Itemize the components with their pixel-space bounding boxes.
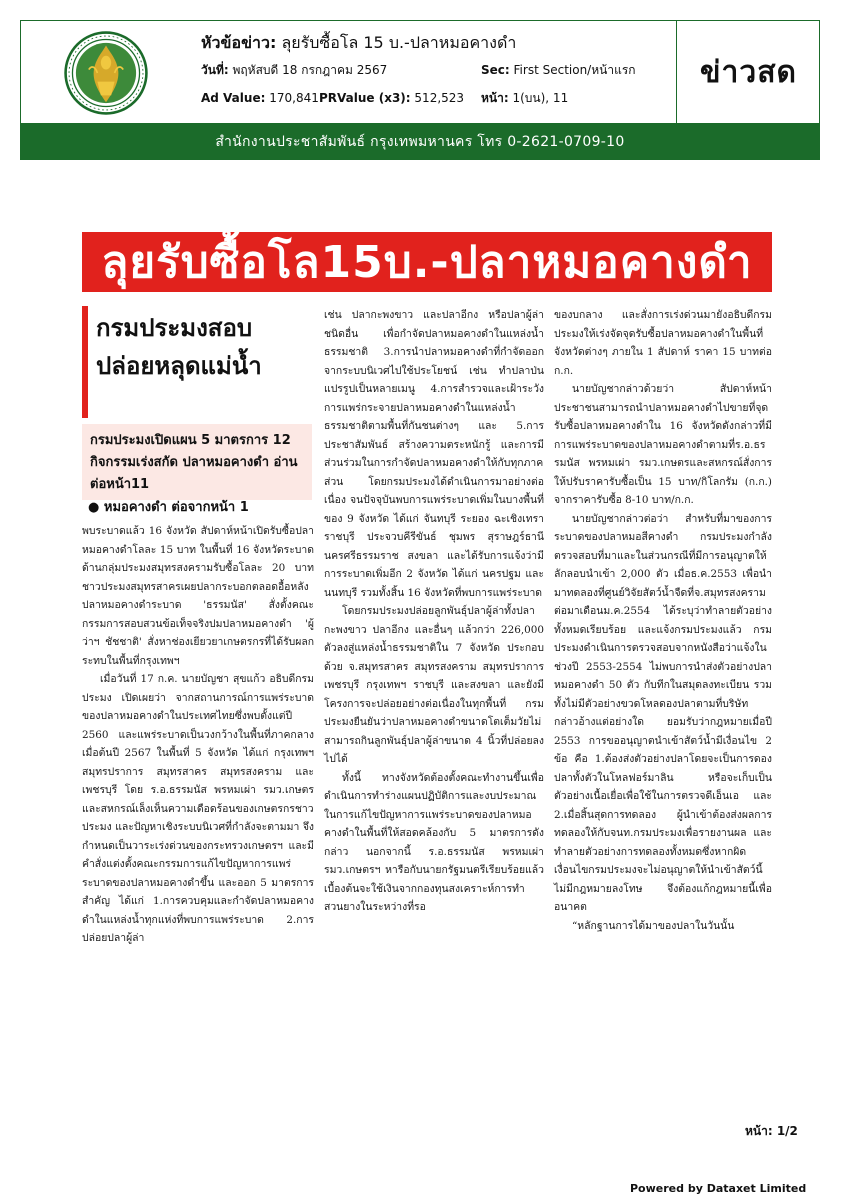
powered-by: Powered by Dataxet Limited xyxy=(630,1182,807,1195)
pr-value-label: PRValue (x3): xyxy=(319,91,411,105)
title-label: หัวข้อข่าว: xyxy=(201,33,277,52)
date-value: พฤหัสบดี 18 กรกฎาคม 2567 xyxy=(232,63,388,77)
paragraph: ของบกลาง และสั่งการเร่งด่วนมายังอธิบดีกรมประมงให้เร่งจัดจุดรับซื้อปลาหมอคางดำในพื้นที่จังหวัดต่างๆ ภายใน 1 สัปดาห์ ราคา 15 บาทต่อก.ก. xyxy=(554,309,772,377)
paragraph: นายบัญชากล่าวด้วยว่า สัปดาห์หน้าประชาชนสามารถนำปลาหมอคางดำไปขายที่จุดรับซื้อปลาหมอคางดำใน 16 จังหวัดดังกล่าวที่มีการแพร่ระบาดของปลาหมอคางดำตามที่ร.อ.ธรรมนัส พรหมเผ่า รมว.เกษตรและสหกรณ์สั่งการให้ปรับราคารับซื้อเป็น 15 บาท/กิโลกรัม (ก.ก.) จากราคารับซื้อ 8-10 บาท/ก.ก. xyxy=(554,383,772,506)
date-label: วันที่: xyxy=(201,63,229,77)
value-row xyxy=(201,91,671,106)
ad-value: 170,841 xyxy=(269,91,319,105)
paragraph: ทั้งนี้ ทางจังหวัดต้องตั้งคณะทำงานขึ้นเพื่อดำเนินการทำร่างแผนปฏิบัติการและงบประมาณในการแก้ไขปัญหาการแพร่ระบาดของปลาหมอคางดำในพื้นที่ให้สอดคล้องกับ 5 มาตรการดังกล่าว นอกจากนี้ ร.อ.ธรรมนัส พรหมเผ่า รมว.เกษตรฯ หารือกับนายกรัฐมนตรีเรียบร้อยแล้ว เบื้องต้นจะใช้เงินจากกองทุนสงเคราะห์การทำสวนยางในระหว่างที่รอ xyxy=(324,771,544,913)
ad-value-cell xyxy=(201,91,319,106)
paragraph: เช่น ปลากะพงขาว และปลาอีกง หรือปลาผู้ล่าชนิดอื่น เพื่อกำจัดปลาหมอคางดำในแหล่งน้ำธรรมชาติ 3.การนำปลาหมอคางดำที่กำจัดออกจากระบบนิเวศไปใช้ประโยชน์ เช่น ทำปลาป่น แปรรูปเป็นหลายเมนู 4.การสำรวจและเฝ้าระวังการแพร่กระจายปลาหมอคางดำในแหล่งน้ำธรรมชาติตามพื้นที่กันชนต่างๆ และ 5.การประชาสัมพันธ์ สร้างความตระหนักรู้ และการมีส่วนร่วมในการกำจัดปลาหมอคางดำให้กับทุกภาคส่วน โดยกรมประมงได้ดำเนินการมาอย่างต่อเนื่อง จนปัจจุบันพบการแพร่ระบาดเพิ่มในบางพื้นที่ของ 9 จังหวัด ได้แก่ จันทบุรี ระยอง ฉะเชิงเทรา ราชบุรี ประจวบคีรีขันธ์ ชุมพร สุราษฎร์ธานี นครศรีธรรมราช สงขลา และได้รับการแจ้งว่ามีการระบาดเพิ่มอีก 2 จังหวัด ได้แก่ นครปฐม และนนทบุรี รวมทั้งสิ้น 16 จังหวัดที่พบการแพร่ระบาด xyxy=(324,309,544,599)
pr-value-cell xyxy=(319,91,481,106)
article-column-1 xyxy=(82,522,314,944)
title-value: ลุยรับซื้อโล 15 บ.-ปลาหมอคางดำ xyxy=(281,33,517,52)
headline: ลุยรับซื้อโล15บ.-ปลาหมอคางดำ xyxy=(82,232,772,292)
article-column-2 xyxy=(324,306,544,913)
bangkok-seal-icon xyxy=(41,25,171,121)
page-indicator: หน้า: 1/2 xyxy=(745,1124,798,1138)
paragraph: เมื่อวันที่ 17 ก.ค. นายบัญชา สุขแก้ว อธิบดีกรมประมง เปิดเผยว่า จากสถานการณ์การแพร่ระบาดของปลาหมอคางดำในประเทศไทยซึ่งพบตั้งแต่ปี 2560 และแพร่ระบาดเป็นวงกว้างในพื้นที่ภาคกลาง เมื่อต้นปี 2567 ในพื้นที่ 5 จังหวัด ได้แก่ กรุงเทพฯ สมุทรปราการ สมุทรสาคร สมุทรสงคราม และเพชรบุรี โดย ร.อ.ธรรมนัส พรหมเผ่า รมว.เกษตรและสหกรณ์เล็งเห็นความเดือดร้อนของเกษตรกรชาวประมง และปัญหาเชิงระบบนิเวศที่กำลังจะตามมา จึงกำหนดเป็นวาระเร่งด่วนของกระทรวงเกษตรฯ และมีคำสั่งแต่งตั้งคณะกรรมการแก้ไขปัญหาการแพร่ระบาดของปลาหมอคางดำขึ้น และออก 5 มาตรการสำคัญ ได้แก่ 1.การควบคุมและกำจัดปลาหมอคางดำในแหล่งน้ำทุกแห่งที่พบการแพร่ระบาด 2.การปล่อยปลาผู้ล่า xyxy=(82,673,314,944)
ad-value-label: Ad Value: xyxy=(201,91,266,105)
paragraph: โดยกรมประมงปล่อยลูกพันธุ์ปลาผู้ล่าทั้งปลากะพงขาว ปลาอีกง และอื่นๆ แล้วกว่า 226,000 ตัวลงสู่แหล่งน้ำธรรมชาติใน 7 จังหวัด ประกอบด้วย จ.สมุทรสาคร สมุทรสงคราม สมุทรปราการ เพชรบุรี กรุงเทพฯ ราชบุรี และสงขลา และยังมีโครงการจะปล่อยอย่างต่อเนื่องในทุกพื้นที่ กรมประมงยืนยันว่าปลาหมอคางดำขนาดโตเต็มวัยไม่สามารถกินลูกพันธุ์ปลาผู้ล่าขนาด 4 นิ้วที่ปล่อยลงไปได้ xyxy=(324,605,544,765)
news-title-line xyxy=(201,33,671,53)
subheadline-line-1: กรมประมงสอบ xyxy=(96,314,253,342)
date-sec-row xyxy=(201,63,671,78)
date-cell xyxy=(201,63,481,78)
news-clipping xyxy=(82,232,772,944)
clipping-header xyxy=(20,20,820,124)
publication-badge: ข่าวสด xyxy=(700,54,797,90)
summary-box: กรมประมงเปิดแผน 5 มาตรการ 12 กิจกรรมเร่งสกัด ปลาหมอคางดำ อ่านต่อหน้า11 xyxy=(82,424,312,500)
sec-value: First Section/หน้าแรก xyxy=(513,63,636,77)
pr-value: 512,523 xyxy=(414,91,465,105)
paragraph: พบระบาดแล้ว 16 จังหวัด สัปดาห์หน้าเปิดรับซื้อปลาหมอคางดำโลละ 15 บาท ในพื้นที่ 16 จังหวัดระบาด ด้านกลุ่มประมงสมุทรสงครามรับซื้อโลละ 20 บาท ชาวประมงสมุทรสาครเผยปลากระบอกตลอดอื้อหลังปลาหมอคางดำระบาด 'ธรรมนัส' สั่งตั้งคณะกรรมการสอบสวนข้อเท็จจริงปมปลาหมอคางดำ 'ผู้ว่าฯ ชัชชาติ' สั่งหาช่องเยียวยาเกษตรกรที่ได้รับผลกระทบในพื้นที่กรุงเทพฯ xyxy=(82,525,314,667)
page-cell xyxy=(481,91,568,106)
article-column-3 xyxy=(554,306,772,932)
seal-graphic xyxy=(63,30,149,116)
paragraph: “หลักฐานการได้มาของปลาในวันนั้น xyxy=(572,919,735,932)
subheadline-line-2: ปล่อยหลุดแม่น้ำ xyxy=(96,352,262,380)
paragraph: นายบัญชากล่าวต่อว่า สำหรับที่มาของการระบาดของปลาหมอสีคางดำ กรมประมงกำลังตรวจสอบที่มาและในส่วนกรณีที่มีการอนุญาตให้ลักลอบนำเข้า 2,000 ตัว เมื่อธ.ค.2553 เพื่อนำมาทดลองที่ศูนย์วิจัยสัตว์น้ำจืดที่จ.สมุทรสงคราม ต่อมาเดือนม.ค.2554 ได้ระบุว่าทำลายตัวอย่างทั้งหมดเรียบร้อย และแจ้งกรมประมงแล้ว กรมประมงดำเนินการตรวจสอบจากหนังสือว่าแจ้งในช่วงปี 2553-2554 ไม่พบการนำส่งตัวอย่างปลาหมอคางดำ 50 ตัว กับทีกในสมุดลงทะเบียน รวมทั้งไม่มีตัวอย่างขวดโหลดองปลาตามที่บริษัทกล่าวอ้างแต่อย่างใด ยอมรับว่ากฎหมายเมื่อปี 2553 การขออนุญาตนำเข้าสัตว์น้ำมีเงื่อนไข 2 ข้อ คือ 1.ต้องส่งตัวอย่างปลาโดยจะเป็นการดองปลาทั้งตัวในโหลฟอร์มาลิน หรือจะเก็บเป็นตัวอย่างเนื้อเยื่อเพื่อใช้ในการตรวจดีเอ็นเอ และ 2.เมื่อสิ้นสุดการทดลอง ผู้นำเข้าต้องส่งผลการทดลองให้กับจนท.กรมประมงเพื่อรายงานผล และทำลายตัวอย่างการทดลองทั้งหมดซึ่งหากผิดเงื่อนไขกรมประมงจะไม่อนุญาตให้นำเข้าสัตว์นี้ ไม่มีกฎหมายลงโทษ จึงต้องแก้กฎหมายนี้เพื่ออนาคต xyxy=(554,512,772,913)
clipping-meta xyxy=(201,33,671,119)
pr-office-bar: สำนักงานประชาสัมพันธ์ กรุงเทพมหานคร โทร 0-2621-0709-10 xyxy=(20,124,820,160)
page-label: หน้า: xyxy=(481,91,509,105)
subheadline-box xyxy=(82,306,312,418)
sec-label: Sec: xyxy=(481,63,510,77)
continued-from-label: ● หมอคางดำ ต่อจากหน้า 1 xyxy=(88,500,249,515)
page-value: 1(บน), 11 xyxy=(512,91,569,105)
sec-cell xyxy=(481,63,636,78)
